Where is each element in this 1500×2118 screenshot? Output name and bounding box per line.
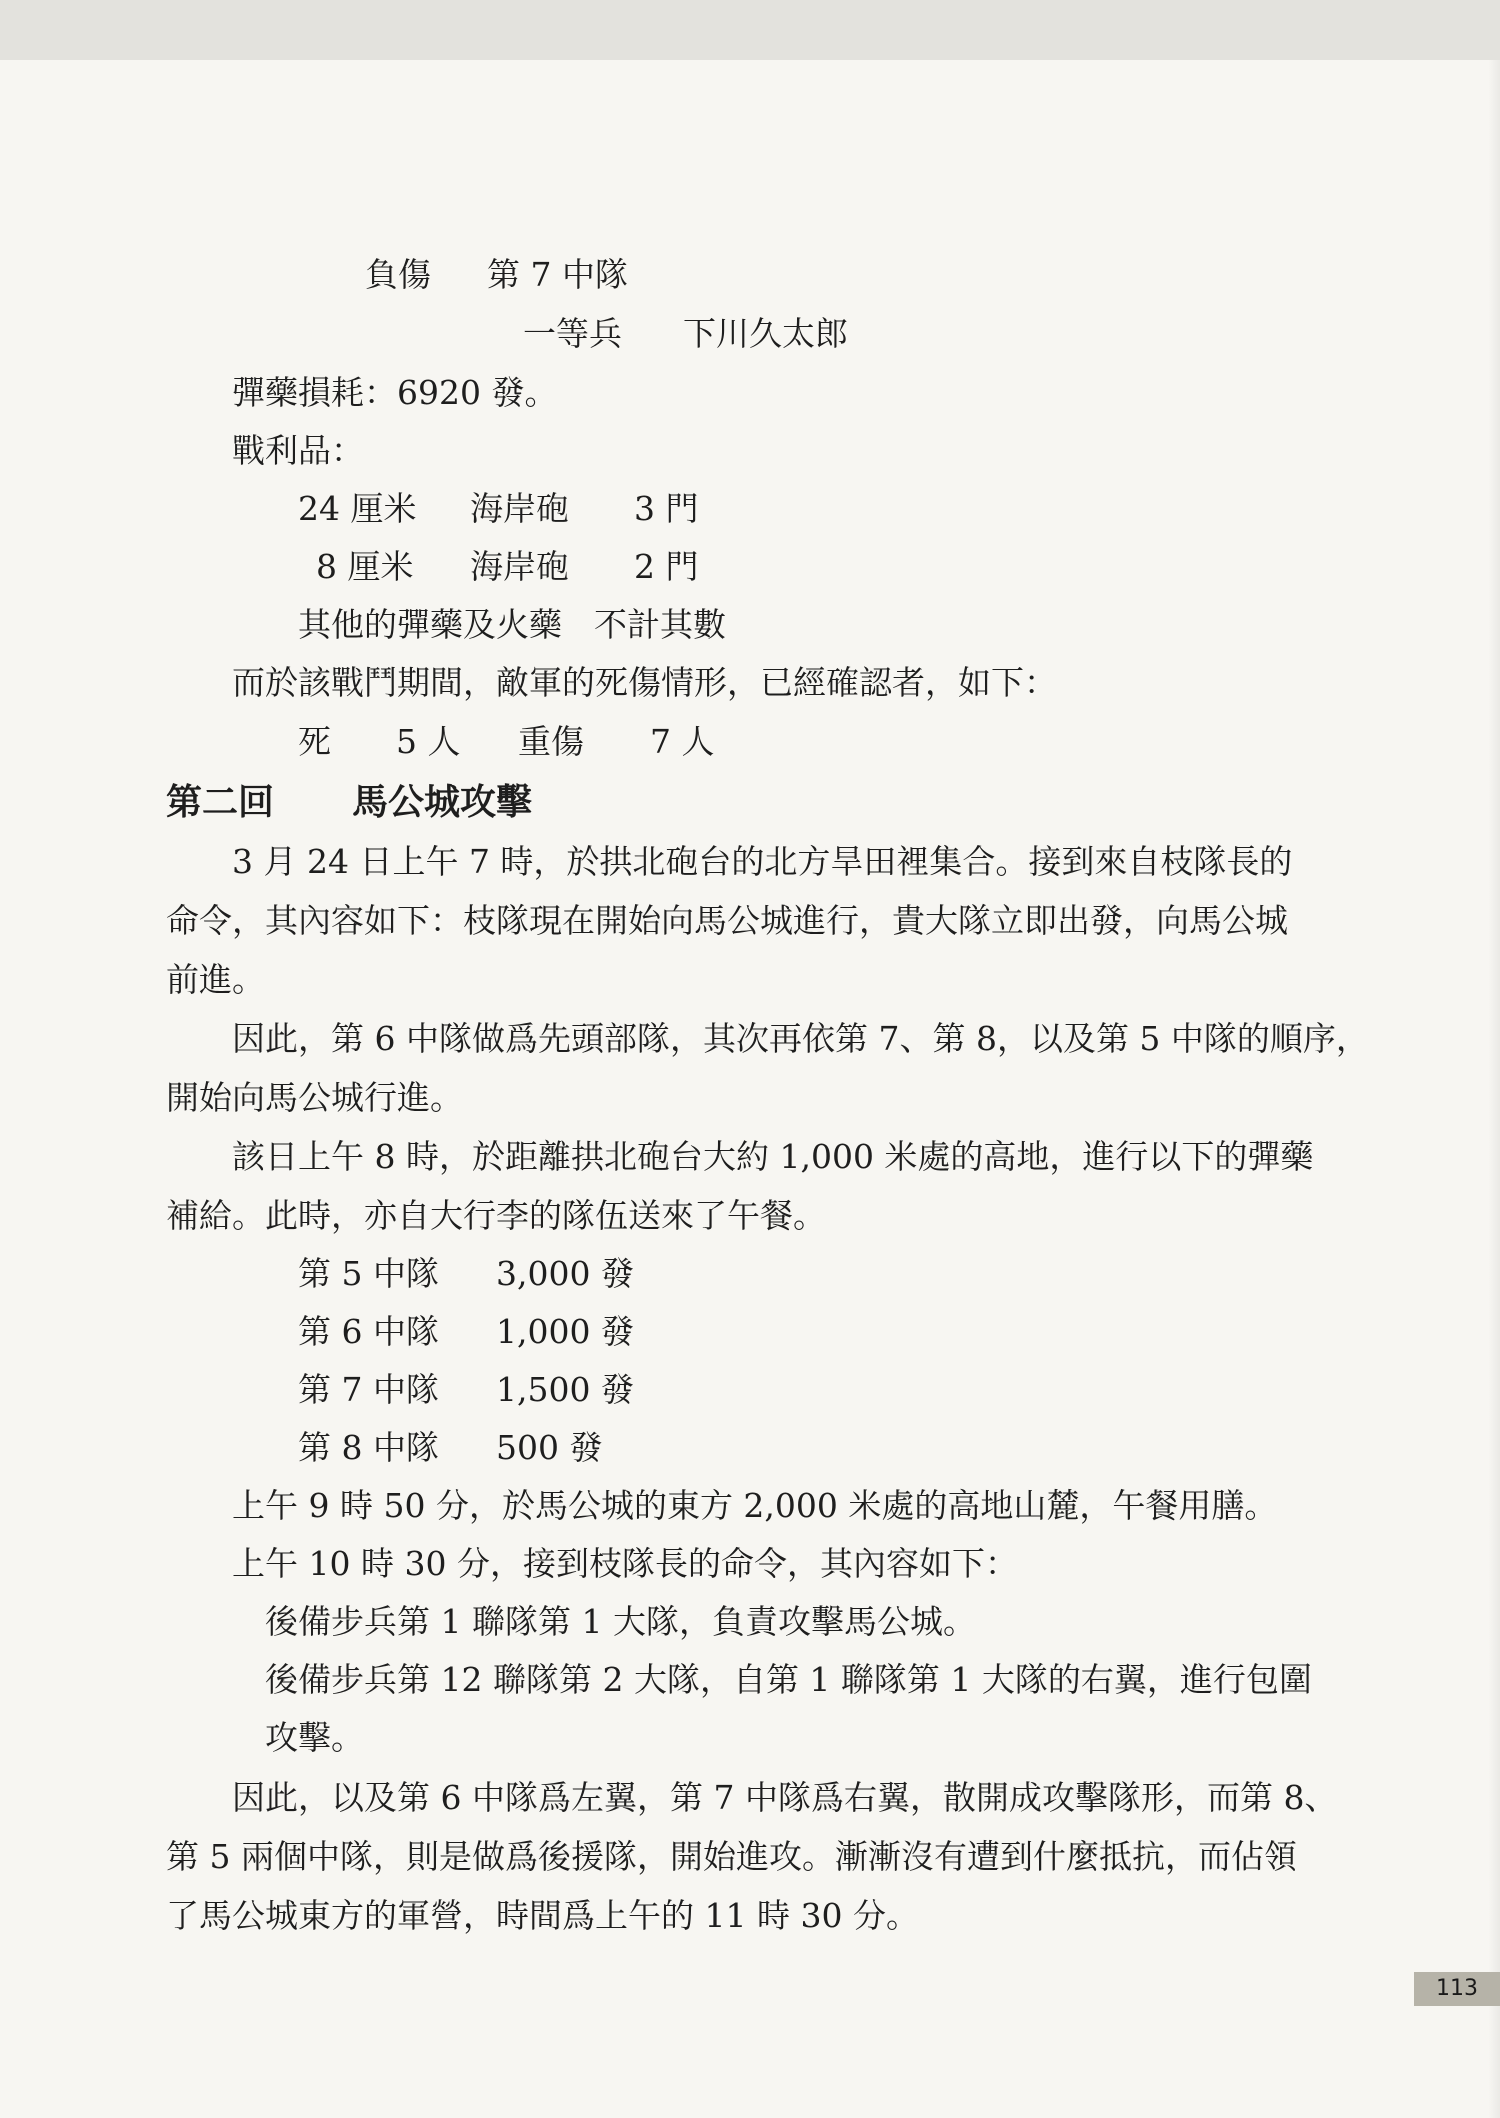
wounded-row [365,253,628,297]
resupply-amount: 1,000 發 [496,1312,634,1351]
resupply-amount: 3,000 發 [496,1254,634,1293]
spoils-caliber: 24 厘米 [298,489,417,528]
spoils-other-item: 其他的彈藥及火藥 [298,605,562,644]
paragraph-line: 命令，其內容如下：枝隊現在開始向馬公城進行，貴大隊立即出發，向馬公城 [166,901,1288,940]
heavy-wounded-count: 7 人 [650,722,715,761]
spoils-type: 海岸砲 [470,489,569,528]
paragraph-line: 開始向馬公城行進。 [166,1078,463,1117]
paragraph-line: 因此，第 6 中隊做爲先頭部隊，其次再依第 7、第 8，以及第 5 中隊的順序， [232,1019,1369,1058]
resupply-unit: 第 7 中隊 [298,1370,439,1409]
resupply-amount: 500 發 [496,1428,603,1467]
spoils-row [316,545,699,589]
spoils-count: 3 門 [634,489,699,528]
paragraph-line: 第 5 兩個中隊，則是做爲後援隊，開始進攻。漸漸沒有遭到什麼抵抗，而佔領 [166,1837,1297,1876]
spoils-count: 2 門 [634,547,699,586]
paragraph-line: 上午 9 時 50 分，於馬公城的東方 2,000 米處的高地山麓，午餐用膳。 [232,1486,1278,1525]
resupply-row [298,1252,634,1296]
page-edge-shadow [1488,60,1500,2118]
section-number: 第二回 [166,782,275,823]
enemy-casualties-row [298,720,715,764]
wounded-unit: 第 7 中隊 [487,255,628,294]
section-heading [166,780,532,826]
spoils-caliber: 8 厘米 [316,547,414,586]
page-number: 113 [1414,1972,1500,2006]
resupply-unit: 第 5 中隊 [298,1254,439,1293]
spoils-other-note: 不計其數 [594,605,726,644]
resupply-amount: 1,500 發 [496,1370,634,1409]
paragraph-line: 該日上午 8 時，於距離拱北砲台大約 1,000 米處的高地，進行以下的彈藥 [232,1137,1314,1176]
ammo-consumed: 彈藥損耗：6920 發。 [232,373,558,412]
enemy-casualties-intro: 而於該戰鬥期間，敵軍的死傷情形，已經確認者，如下： [232,663,1057,702]
heavy-wounded-label: 重傷 [518,722,584,761]
spoils-title: 戰利品： [232,431,364,470]
order-line: 攻擊。 [265,1718,364,1757]
scan-top-band [0,0,1500,60]
resupply-row [298,1426,602,1470]
paragraph-line: 了馬公城東方的軍營，時間爲上午的 11 時 30 分。 [166,1896,919,1935]
section-title: 馬公城攻擊 [352,782,533,823]
paragraph-line: 因此，以及第 6 中隊爲左翼，第 7 中隊爲右翼，散開成攻擊隊形，而第 8、 [232,1778,1338,1817]
order-line: 後備步兵第 1 聯隊第 1 大隊，負責攻擊馬公城。 [265,1602,976,1641]
wounded-rank: 一等兵 [523,314,622,353]
dead-label: 死 [298,722,331,761]
paragraph-line: 前進。 [166,960,265,999]
resupply-row [298,1368,634,1412]
resupply-unit: 第 8 中隊 [298,1428,439,1467]
spoils-other-row [298,603,726,647]
resupply-row [298,1310,634,1354]
order-line: 後備步兵第 12 聯隊第 2 大隊，自第 1 聯隊第 1 大隊的右翼，進行包圍 [265,1660,1312,1699]
wounded-label: 負傷 [365,255,431,294]
spoils-type: 海岸砲 [470,547,569,586]
wounded-name: 下川久太郎 [683,314,848,353]
paragraph-line: 上午 10 時 30 分，接到枝隊長的命令，其內容如下： [232,1544,1018,1583]
dead-count: 5 人 [396,722,461,761]
paragraph-line: 3 月 24 日上午 7 時，於拱北砲台的北方旱田裡集合。接到來自枝隊長的 [232,842,1293,881]
resupply-unit: 第 6 中隊 [298,1312,439,1351]
spoils-row [298,487,699,531]
wounded-soldier-row [523,312,848,356]
paragraph-line: 補給。此時，亦自大行李的隊伍送來了午餐。 [166,1196,826,1235]
